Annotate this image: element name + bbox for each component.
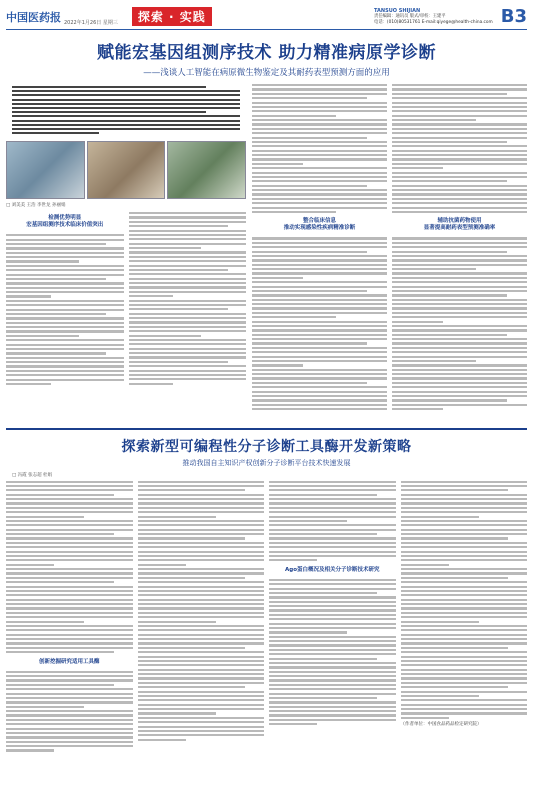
text-column xyxy=(6,481,133,791)
article1-lead xyxy=(6,84,246,136)
article2-subheading-2: Ago蛋白概况及相关分子诊断技术研究 xyxy=(285,566,380,573)
article2-body xyxy=(6,481,527,791)
section-divider xyxy=(6,428,527,430)
text-column xyxy=(252,84,387,426)
article1-subheading-2: 整合临床信息 推动实现感染性疾病精准诊断 xyxy=(283,218,356,232)
editor-line: 责任编辑：通讯员 版式/审校：王建平 xyxy=(374,13,446,19)
article1-columns xyxy=(6,212,246,426)
article2-headline: 探索新型可编程性分子诊断工具酶开发新策略 xyxy=(121,438,412,455)
article2-byline: □ 冯霞 张志超 杜娟 xyxy=(12,472,53,478)
article1-left xyxy=(6,84,246,426)
text-column xyxy=(129,212,247,426)
text-column xyxy=(401,481,528,791)
article2-subheading-1: 创新挖掘研究适用工具酶 xyxy=(38,658,100,665)
article1-body xyxy=(6,84,527,426)
text-column xyxy=(6,212,124,426)
photo xyxy=(167,141,246,199)
article1-right xyxy=(252,84,527,426)
article2-subhead: 推动我国自主知识产权创新分子诊断平台技术快速发展 xyxy=(182,458,351,467)
photo xyxy=(6,141,85,199)
article1-subheading-1: 检测优势明显 宏基因组测序技术临床价值突出 xyxy=(26,215,104,228)
issue-date: 2022年1月26日 星期三 xyxy=(64,20,118,26)
article1-subheading-3: 辅助抗菌药物使用 显著提高耐药表型预测准确率 xyxy=(423,218,496,232)
text-column xyxy=(269,481,396,791)
contact-line: 电话：(010)80531761 E-mail:qiyege@health-china.com xyxy=(374,19,493,25)
article1-subhead: ——浅谈人工智能在病原微生物鉴定及其耐药表型预测方面的应用 xyxy=(143,68,390,78)
masthead xyxy=(6,4,527,30)
photo-row xyxy=(6,141,246,199)
page-number: B3 xyxy=(500,6,527,27)
article1-byline: □ 刘美美 王浩 李世龙 孙丽娟 xyxy=(6,203,66,208)
header-right xyxy=(374,6,527,27)
section-english-title: TANSUO SHIJIAN xyxy=(374,7,421,14)
text-column xyxy=(392,84,527,426)
header-info xyxy=(374,8,493,26)
article1-headline: 赋能宏基因组测序技术 助力精准病原学诊断 xyxy=(97,43,436,63)
photo xyxy=(87,141,166,199)
paper-name: 中国医药报 xyxy=(6,10,61,24)
text-column xyxy=(138,481,265,791)
section-title: 探索 · 实践 xyxy=(132,7,212,26)
author-note: （作者单位：中国食品药品检定研究院） xyxy=(400,722,482,728)
